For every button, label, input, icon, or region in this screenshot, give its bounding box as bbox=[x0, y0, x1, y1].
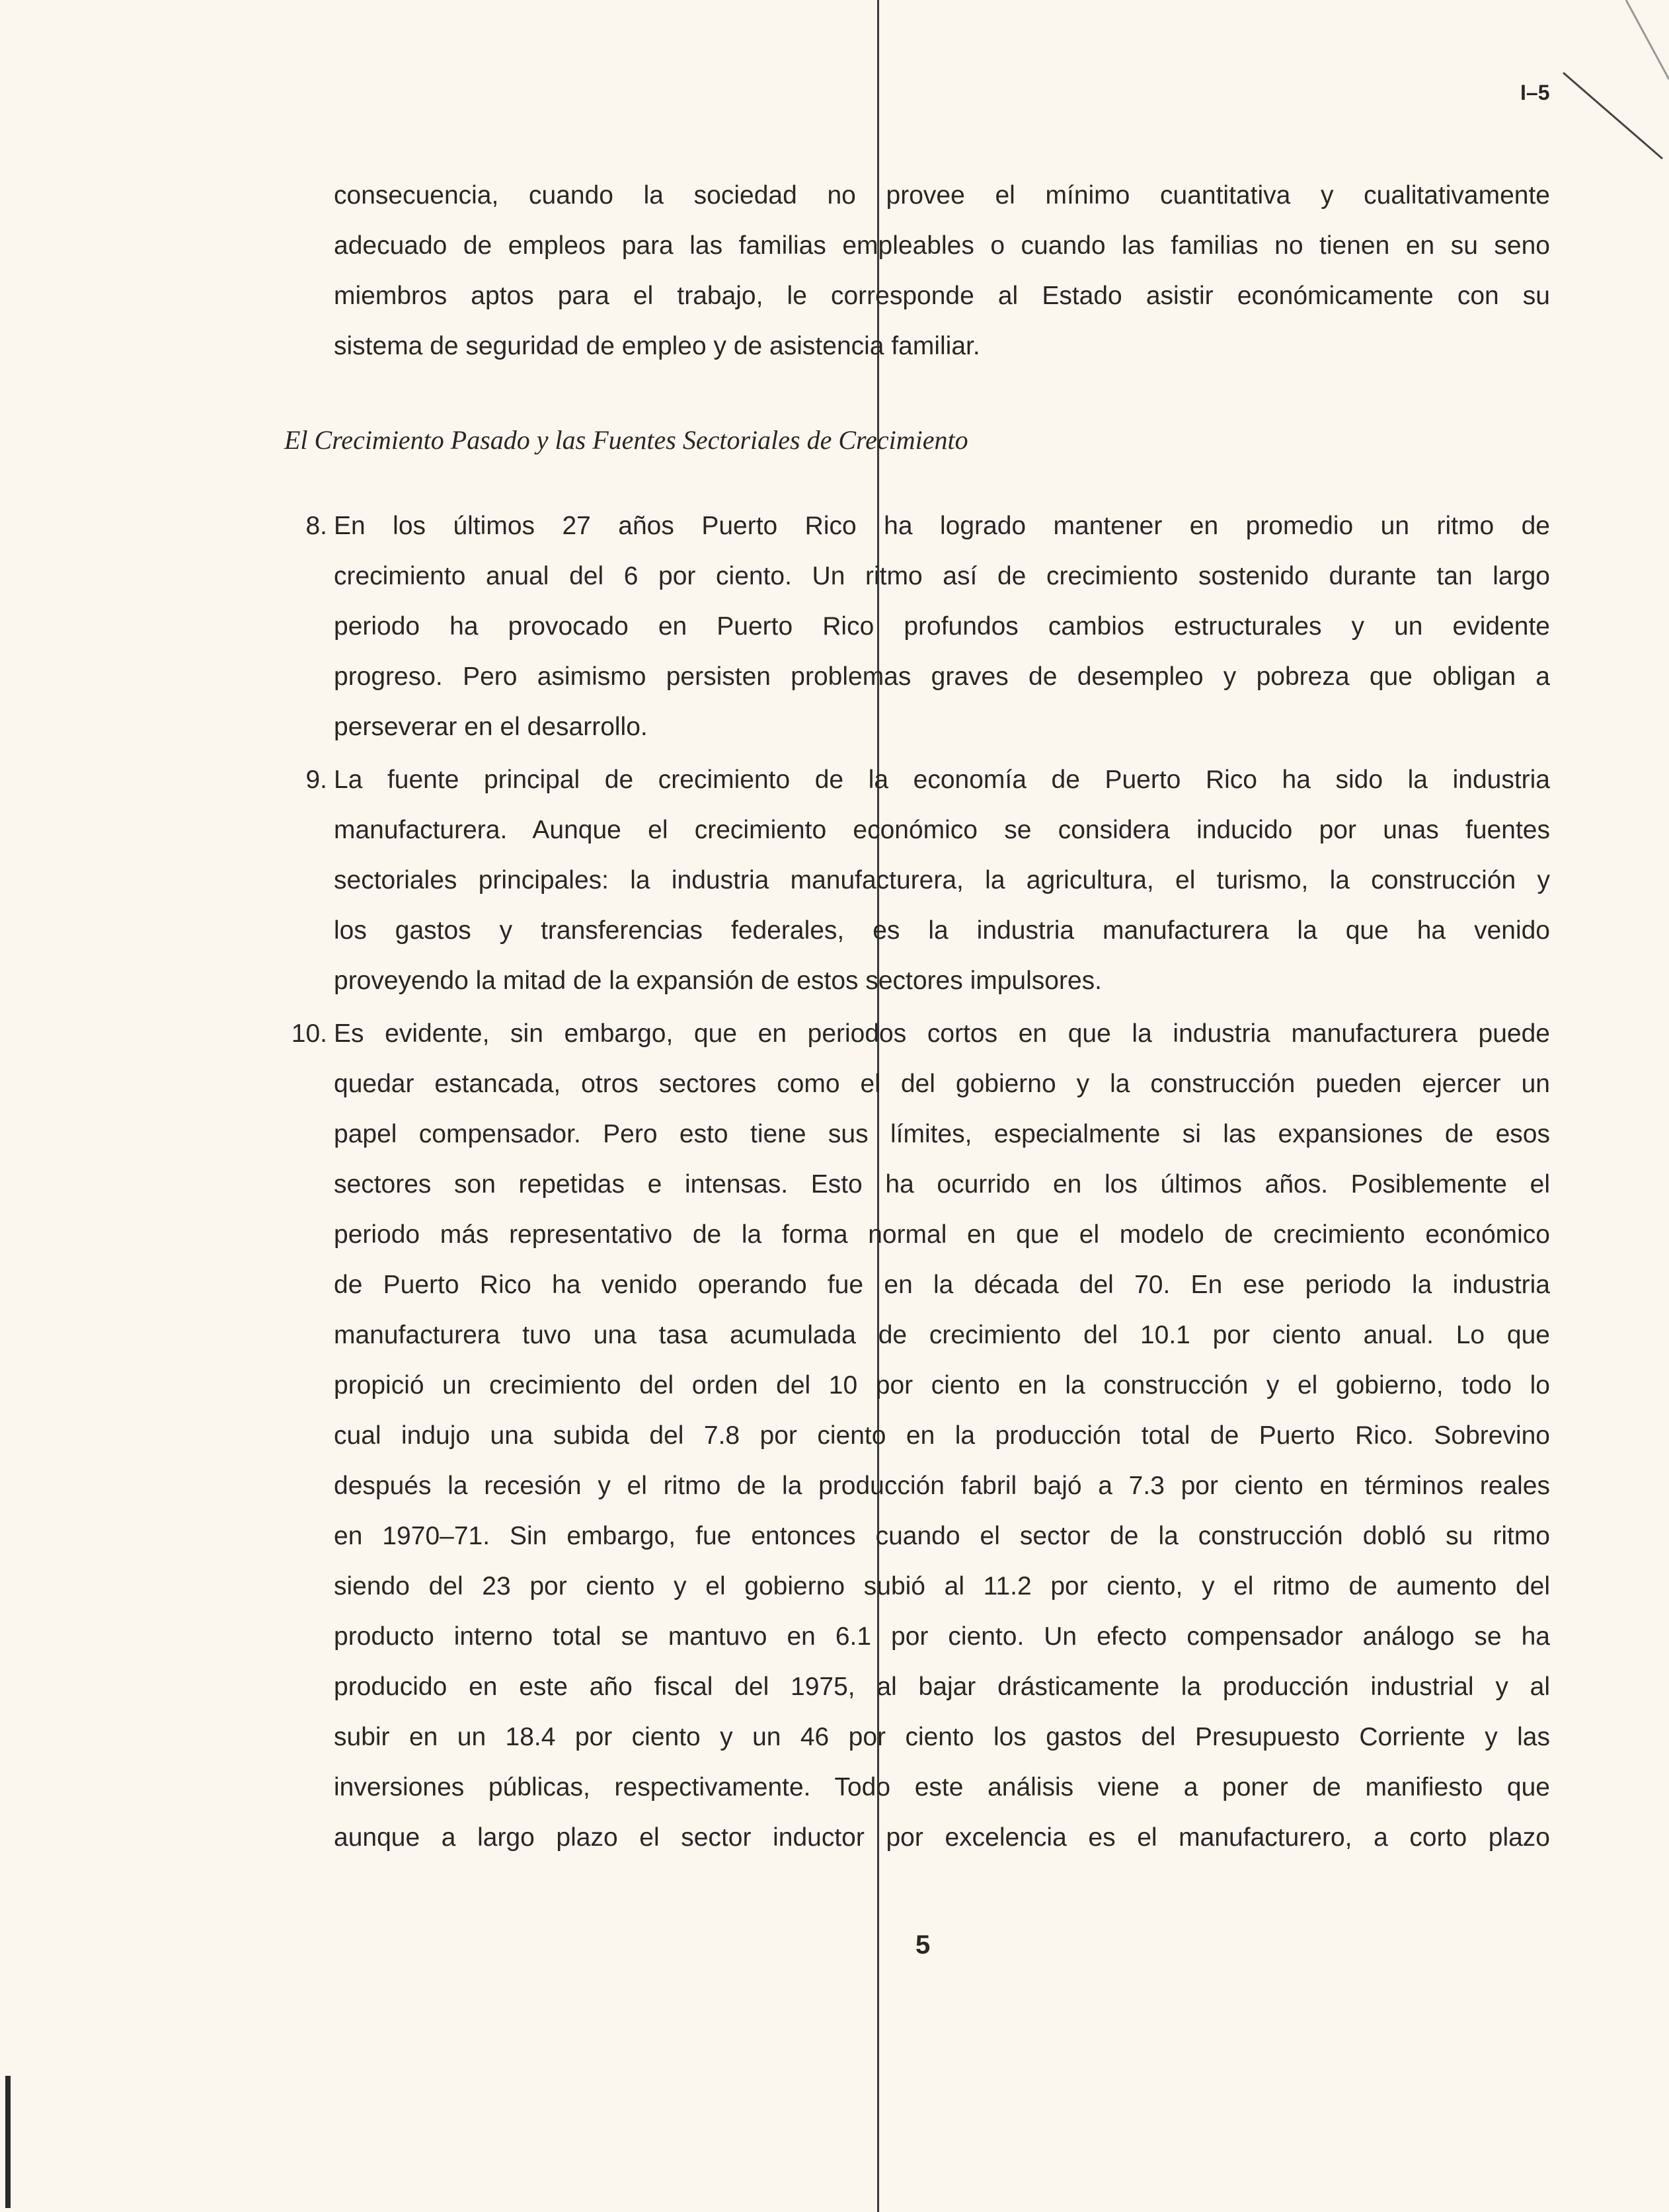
text-line: inversiones públicas, respectivamente. Todo este análisis viene a poner de manifiesto que bbox=[334, 1773, 1550, 1801]
text-line: sectoriales principales: la industria manufacturera, la agricultura, el turismo, la construcción y bbox=[334, 866, 1550, 894]
page-id: I–5 bbox=[1520, 81, 1550, 104]
text-line: subir en un 18.4 por ciento y un 46 por ciento los gastos del Presupuesto Corriente y las bbox=[334, 1723, 1550, 1751]
text-line: los gastos y transferencias federales, es la industria manufacturera la que ha venido bbox=[334, 916, 1550, 945]
page-number: 5 bbox=[915, 1930, 931, 1959]
text-line: en 1970–71. Sin embargo, fue entonces cuando el sector de la construcción dobló su ritmo bbox=[334, 1522, 1550, 1550]
text-line: La fuente principal de crecimiento de la economía de Puerto Rico ha sido la industria bbox=[334, 766, 1550, 794]
paragraph-number: 8. bbox=[305, 512, 327, 540]
text-line: perseverar en el desarrollo. bbox=[334, 713, 648, 741]
text-line: quedar estancada, otros sectores como el del gobierno y la construcción pueden ejercer un bbox=[334, 1070, 1550, 1098]
text-line: periodo más representativo de la forma normal en que el modelo de crecimiento económico bbox=[334, 1220, 1550, 1249]
text-line: aunque a largo plazo el sector inductor por excelencia es el manufacturero, a corto plazo bbox=[334, 1823, 1550, 1852]
scan-edge-mark bbox=[5, 2076, 11, 2208]
text-line: proveyendo la mitad de la expansión de estos sectores impulsores. bbox=[334, 967, 1102, 995]
text-line: manufacturera tuvo una tasa acumulada de crecimiento del 10.1 por ciento anual. Lo que bbox=[334, 1321, 1550, 1349]
text-line: sistema de seguridad de empleo y de asistencia familiar. bbox=[334, 332, 980, 360]
text-line: miembros aptos para el trabajo, le corresponde al Estado asistir económicamente con su bbox=[334, 282, 1550, 310]
text-line: En los últimos 27 años Puerto Rico ha logrado mantener en promedio un ritmo de bbox=[334, 512, 1550, 540]
text-line: siendo del 23 por ciento y el gobierno subió al 11.2 por ciento, y el ritmo de aumento del bbox=[334, 1572, 1550, 1600]
text-line: producto interno total se mantuvo en 6.1 por ciento. Un efecto compensador análogo se ha bbox=[334, 1622, 1550, 1651]
text-line: crecimiento anual del 6 por ciento. Un ritmo así de crecimiento sostenido durante tan largo bbox=[334, 562, 1550, 590]
paragraph-body bbox=[334, 501, 1550, 752]
text-line: consecuencia, cuando la sociedad no provee el mínimo cuantitativa y cualitativamente bbox=[334, 181, 1550, 210]
text-line: manufacturera. Aunque el crecimiento económico se considera inducido por unas fuentes bbox=[334, 816, 1550, 844]
paragraph-number: 9. bbox=[305, 766, 327, 794]
text-line: papel compensador. Pero esto tiene sus límites, especialmente si las expansiones de esos bbox=[334, 1120, 1550, 1148]
paragraph-number: 10. bbox=[291, 1019, 327, 1048]
text-line: sectores son repetidas e intensas. Esto ha ocurrido en los últimos años. Posiblemente el bbox=[334, 1170, 1550, 1199]
text-line: propició un crecimiento del orden del 10 por ciento en la construcción y el gobierno, todo lo bbox=[334, 1371, 1550, 1400]
text-line: cual indujo una subida del 7.8 por ciento en la producción total de Puerto Rico. Sobrevino bbox=[334, 1421, 1550, 1450]
text-line: de Puerto Rico ha venido operando fue en la década del 70. En ese periodo la industria bbox=[334, 1271, 1550, 1299]
text-line: progreso. Pero asimismo persisten problemas graves de desempleo y pobreza que obligan a bbox=[334, 662, 1550, 691]
paragraph-body bbox=[334, 755, 1550, 1006]
section-heading: El Crecimiento Pasado y las Fuentes Sectoriales de Crecimiento bbox=[284, 425, 968, 455]
text-line: Es evidente, sin embargo, que en periodos cortos en que la industria manufacturera puede bbox=[334, 1019, 1550, 1048]
paragraph-body bbox=[334, 1009, 1550, 1863]
text-line: periodo ha provocado en Puerto Rico profundos cambios estructurales y un evidente bbox=[334, 612, 1550, 641]
text-line: adecuado de empleos para las familias empleables o cuando las familias no tienen en su seno bbox=[334, 231, 1550, 260]
text-line: producido en este año fiscal del 1975, al bajar drásticamente la producción industrial y al bbox=[334, 1673, 1550, 1701]
text-line: después la recesión y el ritmo de la producción fabril bajó a 7.3 por ciento en términos reales bbox=[334, 1472, 1550, 1500]
intro-paragraph bbox=[334, 171, 1550, 372]
folded-corner bbox=[1537, 0, 1669, 198]
